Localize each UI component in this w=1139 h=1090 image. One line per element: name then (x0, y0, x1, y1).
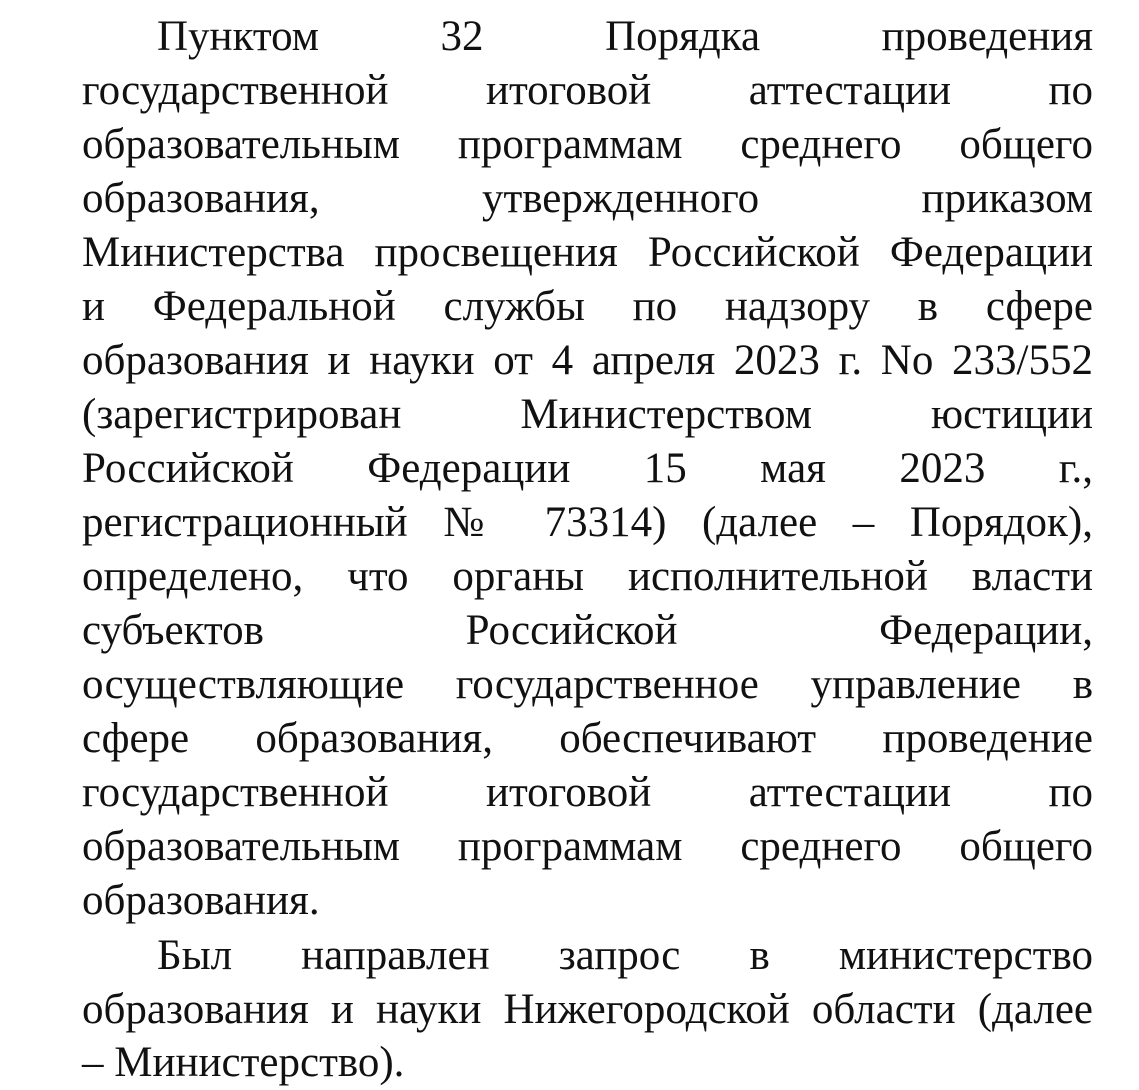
text-line: – Министерство). (82, 1039, 405, 1086)
text-line: государственной итоговой аттестации по (82, 67, 1093, 114)
text-line: Пунктом 32 Порядка проведения (157, 13, 1093, 60)
text-line: и Федеральной службы по надзору в сфере (82, 283, 1093, 330)
text-line: Министерства просвещения Российской Федерации (82, 229, 1093, 276)
text-line: субъектов Российской Федерации, (82, 607, 1093, 654)
text-line: образования и науки от 4 апреля 2023 г. No 233/552 (82, 337, 1093, 384)
text-line: образования и науки Нижегородской области (далее (82, 986, 1093, 1033)
text-line: образовательным программам среднего общего (82, 121, 1093, 168)
text-line: определено, что органы исполнительной власти (82, 553, 1093, 600)
text-line: осуществляющие государственное управление в (82, 661, 1093, 708)
text-line: образования. (82, 877, 320, 924)
text-line: образовательным программам среднего общего (82, 823, 1093, 870)
text-line: образования, утвержденного приказом (82, 175, 1093, 222)
text-line: сфере образования, обеспечивают проведение (82, 715, 1093, 762)
text-line: Был направлен запрос в министерство (157, 932, 1093, 979)
text-line: Российской Федерации 15 мая 2023 г., (82, 445, 1093, 492)
text-line: государственной итоговой аттестации по (82, 769, 1093, 816)
text-line: (зарегистрирован Министерством юстиции (82, 391, 1093, 438)
text-line: регистрационный № 73314) (далее – Порядок), (82, 499, 1093, 546)
